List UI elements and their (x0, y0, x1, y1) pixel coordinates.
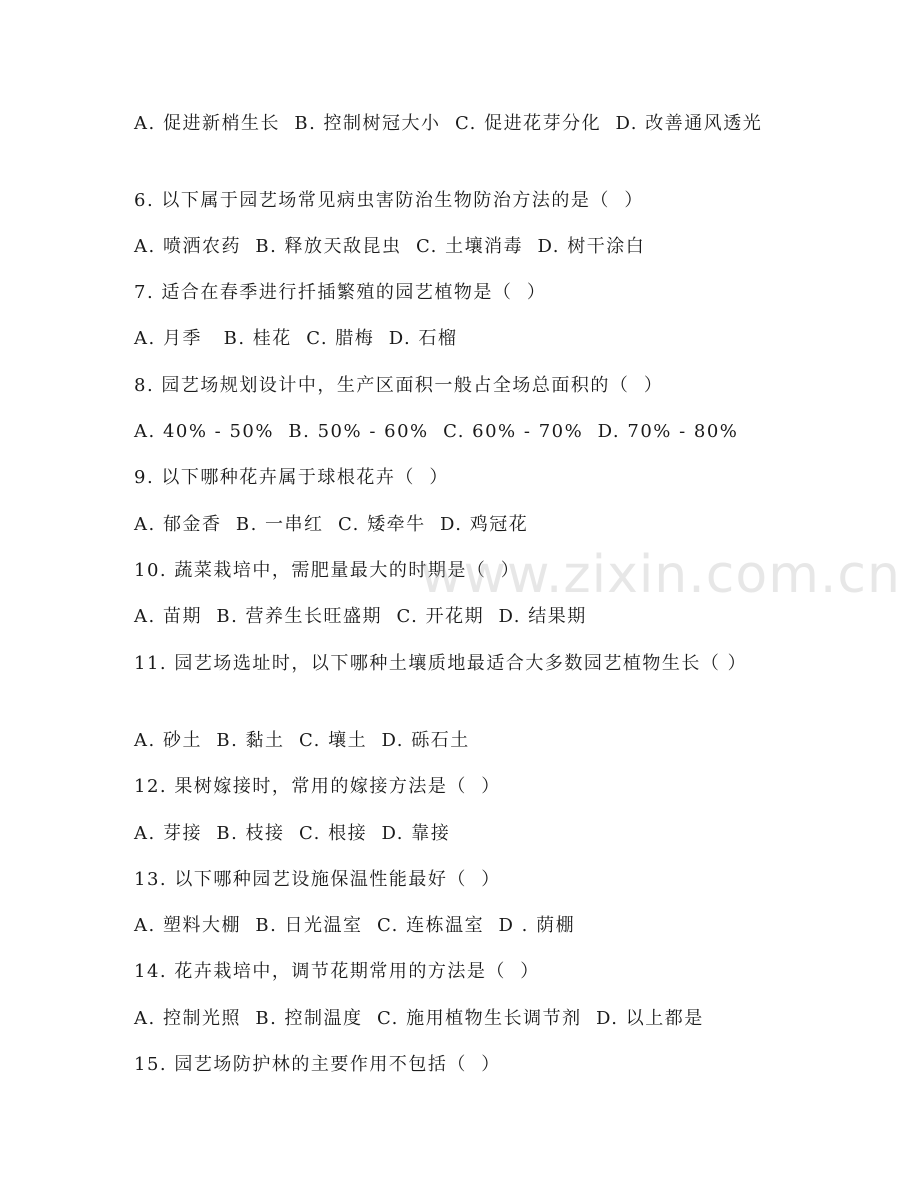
options-q13: A. 塑料大棚 B. 日光温室 C. 连栋温室 D . 荫棚 (134, 915, 576, 936)
question-7: 7. 适合在春季进行扦插繁殖的园艺植物是（ ） (134, 282, 547, 303)
question-13: 13. 以下哪种园艺设施保温性能最好（ ） (134, 869, 501, 890)
options-q7: A. 月季 B. 桂花 C. 腊梅 D. 石榴 (134, 328, 458, 349)
options-q14: A. 控制光照 B. 控制温度 C. 施用植物生长调节剂 D. 以上都是 (134, 1008, 704, 1029)
question-9: 9. 以下哪种花卉属于球根花卉（ ） (134, 467, 449, 488)
question-8: 8. 园艺场规划设计中，生产区面积一般占全场总面积的（ ） (134, 375, 664, 396)
options-q11: A. 砂土 B. 黏土 C. 壤土 D. 砾石土 (134, 730, 470, 751)
options-q6: A. 喷洒农药 B. 释放天敌昆虫 C. 土壤消毒 D. 树干涂白 (134, 236, 646, 257)
options-q9: A. 郁金香 B. 一串红 C. 矮牵牛 D. 鸡冠花 (134, 514, 529, 535)
question-11: 11. 园艺场选址时，以下哪种土壤质地最适合大多数园艺植物生长（ ） (134, 653, 748, 674)
options-q10: A. 苗期 B. 营养生长旺盛期 C. 开花期 D. 结果期 (134, 606, 587, 627)
question-15: 15. 园艺场防护林的主要作用不包括（ ） (134, 1054, 501, 1075)
question-10: 10. 蔬菜栽培中，需肥量最大的时期是（ ） (134, 560, 521, 581)
options-q12: A. 芽接 B. 枝接 C. 根接 D. 靠接 (134, 823, 451, 844)
options-q5: A. 促进新梢生长 B. 控制树冠大小 C. 促进花芽分化 D. 改善通风透光 (134, 113, 763, 134)
options-q8: A. 40% - 50% B. 50% - 60% C. 60% - 70% D. 70% - 80% (134, 421, 739, 442)
question-6: 6. 以下属于园艺场常见病虫害防治生物防治方法的是（ ） (134, 190, 644, 211)
question-12: 12. 果树嫁接时，常用的嫁接方法是（ ） (134, 776, 501, 797)
question-14: 14. 花卉栽培中，调节花期常用的方法是（ ） (134, 961, 540, 982)
watermark: www.zixin.com.cn (420, 545, 901, 605)
